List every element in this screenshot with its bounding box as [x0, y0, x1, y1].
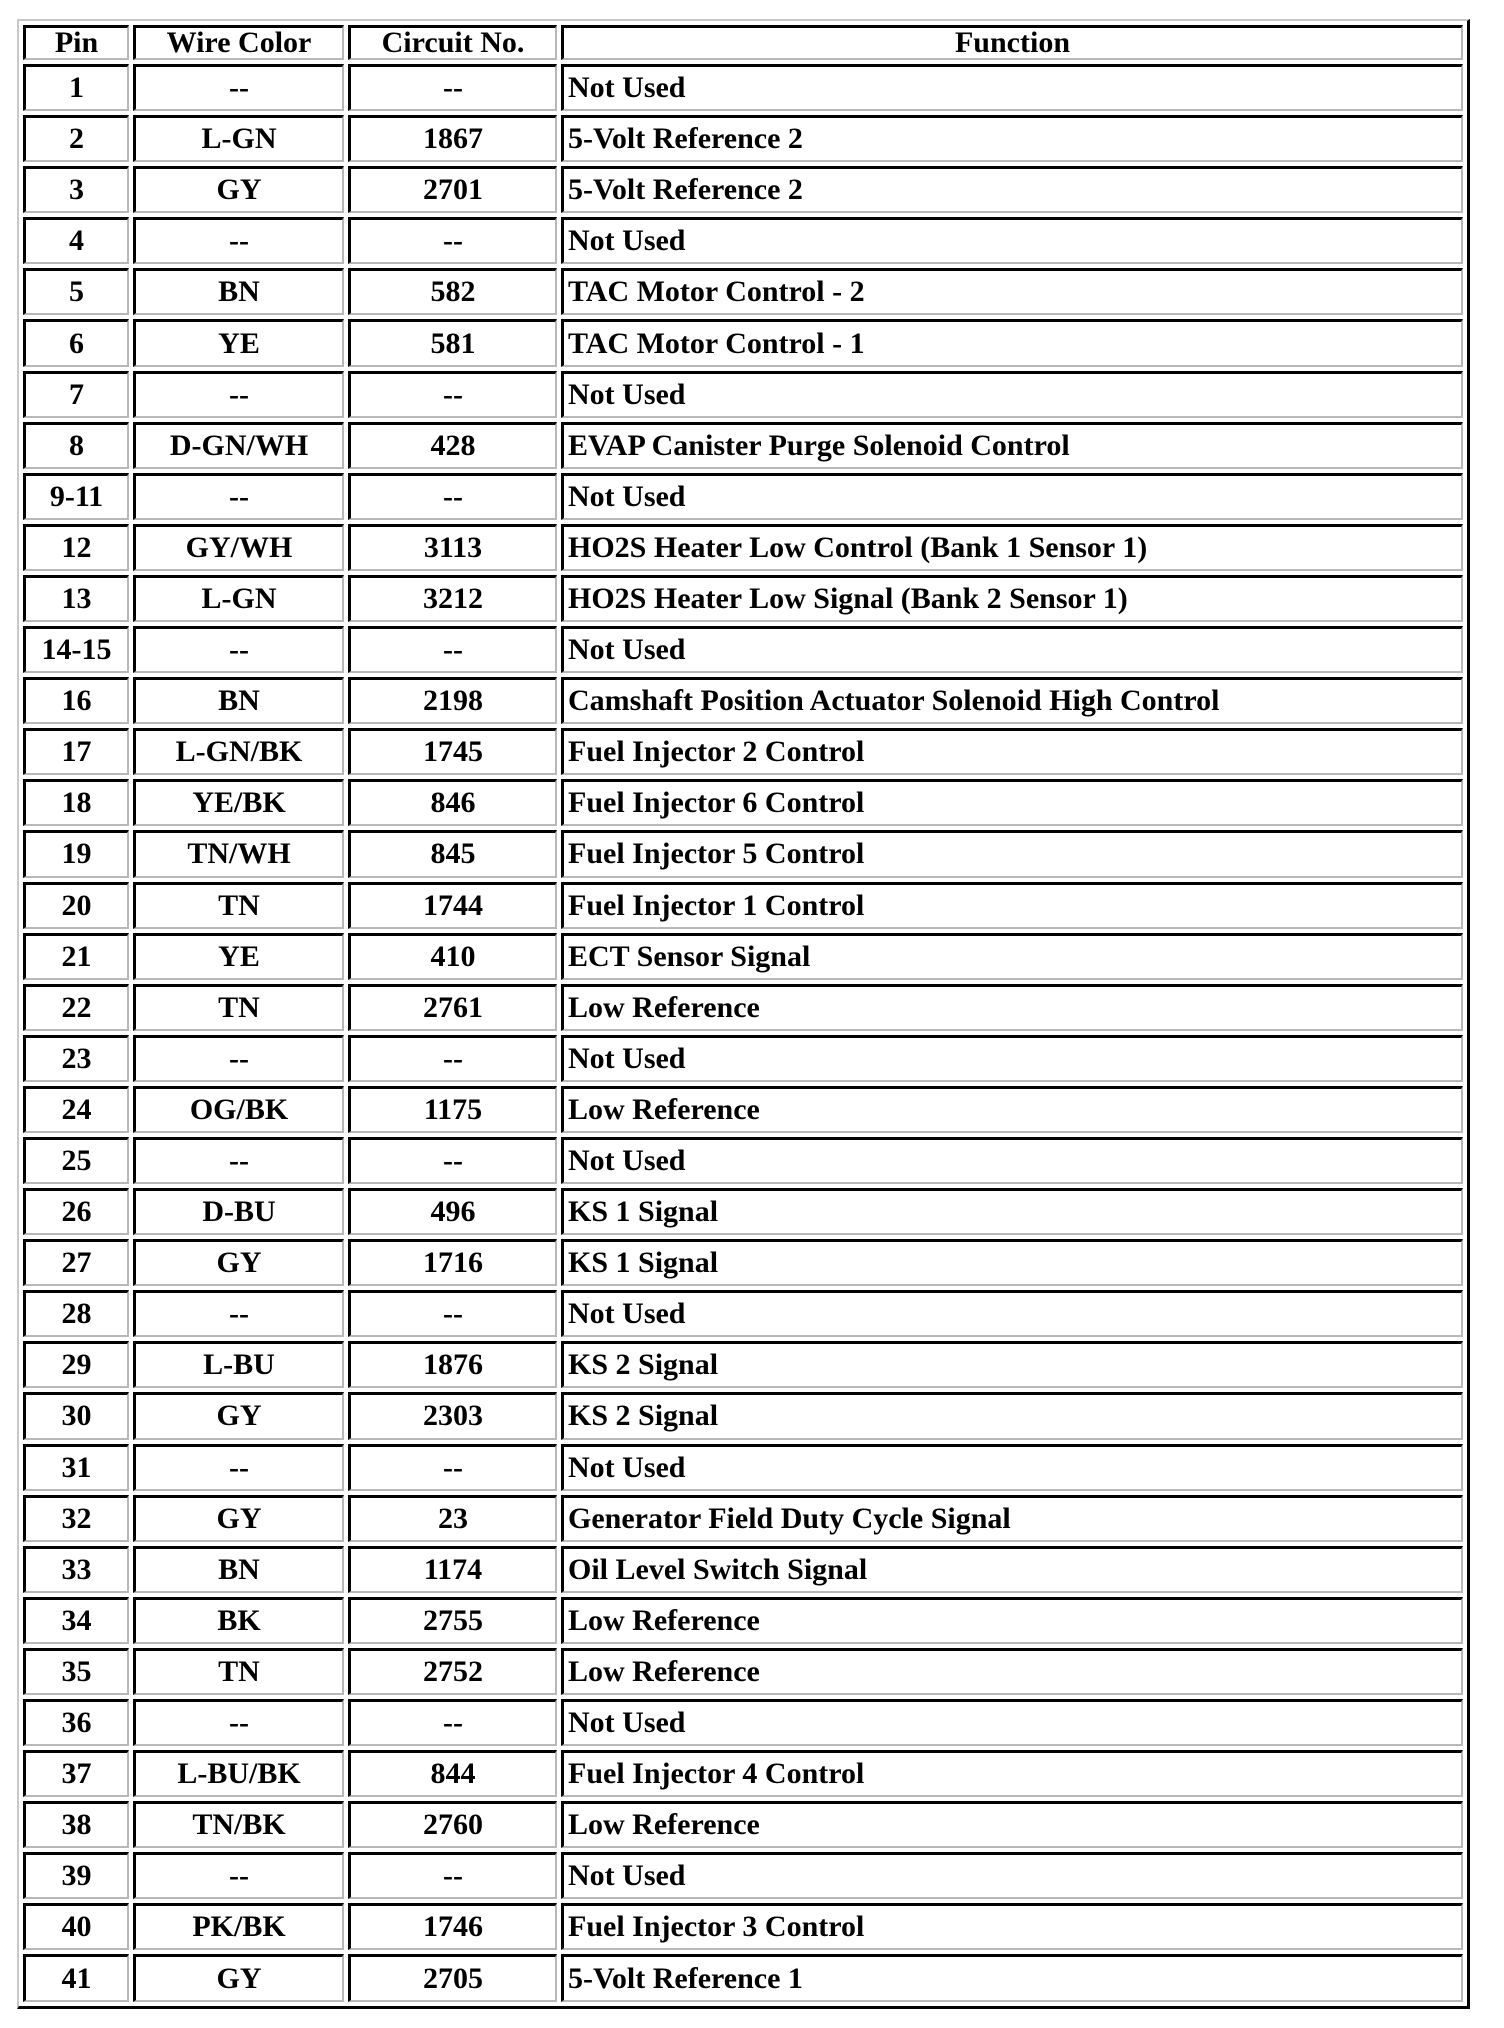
wire-color-cell: GY — [133, 1239, 344, 1286]
table-row — [23, 371, 1463, 418]
table-row — [23, 1290, 1463, 1337]
table-row — [23, 779, 1463, 826]
table-row — [23, 1699, 1463, 1746]
table-row — [23, 728, 1463, 775]
wire-color-cell: L-GN — [133, 115, 344, 162]
function-cell: Fuel Injector 4 Control — [561, 1750, 1463, 1797]
table-row — [23, 524, 1463, 571]
pin-cell: 5 — [23, 268, 129, 315]
pin-cell: 26 — [23, 1188, 129, 1235]
circuit-no-cell: 23 — [348, 1495, 557, 1542]
circuit-no-cell: 844 — [348, 1750, 557, 1797]
wire-color-cell: D-GN/WH — [133, 422, 344, 469]
table-row — [23, 115, 1463, 162]
table-row — [23, 268, 1463, 315]
circuit-no-cell: -- — [348, 1035, 557, 1082]
table-row — [23, 473, 1463, 520]
table-row — [23, 882, 1463, 929]
pin-cell: 19 — [23, 830, 129, 877]
pin-cell: 4 — [23, 217, 129, 264]
circuit-no-cell: -- — [348, 64, 557, 111]
wire-color-cell: D-BU — [133, 1188, 344, 1235]
wire-color-cell: -- — [133, 371, 344, 418]
function-cell: HO2S Heater Low Signal (Bank 2 Sensor 1) — [561, 575, 1463, 622]
wire-color-cell: GY — [133, 1495, 344, 1542]
pin-cell: 2 — [23, 115, 129, 162]
header-pin: Pin — [23, 25, 129, 60]
pin-cell: 31 — [23, 1444, 129, 1491]
function-cell: Fuel Injector 2 Control — [561, 728, 1463, 775]
function-cell: Fuel Injector 6 Control — [561, 779, 1463, 826]
pin-cell: 28 — [23, 1290, 129, 1337]
circuit-no-cell: 2701 — [348, 166, 557, 213]
wire-color-cell: -- — [133, 1444, 344, 1491]
function-cell: Not Used — [561, 1137, 1463, 1184]
wire-color-cell: L-GN/BK — [133, 728, 344, 775]
circuit-no-cell: -- — [348, 1852, 557, 1899]
wire-color-cell: YE/BK — [133, 779, 344, 826]
circuit-no-cell: 1876 — [348, 1341, 557, 1388]
wire-color-cell: BN — [133, 677, 344, 724]
wire-color-cell: -- — [133, 1852, 344, 1899]
table-row — [23, 166, 1463, 213]
circuit-no-cell: 2760 — [348, 1801, 557, 1848]
circuit-no-cell: 428 — [348, 422, 557, 469]
connector-pinout-table — [17, 19, 1470, 2009]
table-row — [23, 1341, 1463, 1388]
wire-color-cell: L-GN — [133, 575, 344, 622]
circuit-no-cell: 1746 — [348, 1903, 557, 1950]
function-cell: 5-Volt Reference 1 — [561, 1954, 1463, 2002]
circuit-no-cell: 1745 — [348, 728, 557, 775]
pin-cell: 6 — [23, 319, 129, 366]
function-cell: KS 2 Signal — [561, 1341, 1463, 1388]
table-row — [23, 64, 1463, 111]
pin-cell: 30 — [23, 1392, 129, 1439]
function-cell: Not Used — [561, 1290, 1463, 1337]
function-cell: Not Used — [561, 473, 1463, 520]
pin-cell: 7 — [23, 371, 129, 418]
wire-color-cell: -- — [133, 626, 344, 673]
pin-cell: 27 — [23, 1239, 129, 1286]
table-row — [23, 933, 1463, 980]
function-cell: Not Used — [561, 626, 1463, 673]
wire-color-cell: -- — [133, 1035, 344, 1082]
pin-cell: 24 — [23, 1086, 129, 1133]
pin-cell: 14-15 — [23, 626, 129, 673]
circuit-no-cell: 3212 — [348, 575, 557, 622]
wire-color-cell: -- — [133, 64, 344, 111]
pin-cell: 40 — [23, 1903, 129, 1950]
wire-color-cell: TN — [133, 1648, 344, 1695]
circuit-no-cell: 845 — [348, 830, 557, 877]
circuit-no-cell: 3113 — [348, 524, 557, 571]
pin-cell: 29 — [23, 1341, 129, 1388]
circuit-no-cell: 2761 — [348, 984, 557, 1031]
table-row — [23, 677, 1463, 724]
table-row — [23, 830, 1463, 877]
function-cell: KS 1 Signal — [561, 1239, 1463, 1286]
circuit-no-cell: -- — [348, 1444, 557, 1491]
function-cell: Not Used — [561, 1035, 1463, 1082]
function-cell: Not Used — [561, 217, 1463, 264]
function-cell: HO2S Heater Low Control (Bank 1 Sensor 1) — [561, 524, 1463, 571]
circuit-no-cell: 1174 — [348, 1546, 557, 1593]
table-row — [23, 1903, 1463, 1950]
pin-cell: 23 — [23, 1035, 129, 1082]
wire-color-cell: PK/BK — [133, 1903, 344, 1950]
header-function: Function — [561, 25, 1463, 60]
table-row — [23, 319, 1463, 366]
function-cell: Low Reference — [561, 984, 1463, 1031]
pin-cell: 32 — [23, 1495, 129, 1542]
wire-color-cell: L-BU/BK — [133, 1750, 344, 1797]
pin-cell: 38 — [23, 1801, 129, 1848]
pin-cell: 36 — [23, 1699, 129, 1746]
table-row — [23, 1648, 1463, 1695]
pin-cell: 25 — [23, 1137, 129, 1184]
table-row — [23, 422, 1463, 469]
circuit-no-cell: 1716 — [348, 1239, 557, 1286]
pin-cell: 18 — [23, 779, 129, 826]
table-row — [23, 1137, 1463, 1184]
circuit-no-cell: -- — [348, 1137, 557, 1184]
circuit-no-cell: 2198 — [348, 677, 557, 724]
pin-cell: 34 — [23, 1597, 129, 1644]
function-cell: KS 1 Signal — [561, 1188, 1463, 1235]
function-cell: Fuel Injector 1 Control — [561, 882, 1463, 929]
function-cell: ECT Sensor Signal — [561, 933, 1463, 980]
wire-color-cell: GY — [133, 166, 344, 213]
table-row — [23, 1495, 1463, 1542]
function-cell: Not Used — [561, 1699, 1463, 1746]
function-cell: Not Used — [561, 64, 1463, 111]
table-row — [23, 1597, 1463, 1644]
circuit-no-cell: 846 — [348, 779, 557, 826]
table-row — [23, 1086, 1463, 1133]
pin-cell: 35 — [23, 1648, 129, 1695]
circuit-no-cell: 1175 — [348, 1086, 557, 1133]
wire-color-cell: L-BU — [133, 1341, 344, 1388]
function-cell: KS 2 Signal — [561, 1392, 1463, 1439]
pin-cell: 17 — [23, 728, 129, 775]
function-cell: Low Reference — [561, 1086, 1463, 1133]
pin-cell: 20 — [23, 882, 129, 929]
pin-cell: 16 — [23, 677, 129, 724]
function-cell: Not Used — [561, 1852, 1463, 1899]
function-cell: Low Reference — [561, 1801, 1463, 1848]
circuit-no-cell: -- — [348, 473, 557, 520]
wire-color-cell: GY — [133, 1954, 344, 2002]
pin-cell: 12 — [23, 524, 129, 571]
wire-color-cell: BK — [133, 1597, 344, 1644]
circuit-no-cell: 582 — [348, 268, 557, 315]
function-cell: Generator Field Duty Cycle Signal — [561, 1495, 1463, 1542]
table-row — [23, 1546, 1463, 1593]
function-cell: Oil Level Switch Signal — [561, 1546, 1463, 1593]
table-row — [23, 1239, 1463, 1286]
circuit-no-cell: 581 — [348, 319, 557, 366]
pin-cell: 13 — [23, 575, 129, 622]
circuit-no-cell: 1744 — [348, 882, 557, 929]
table-row — [23, 1801, 1463, 1848]
wire-color-cell: BN — [133, 1546, 344, 1593]
table-row — [23, 217, 1463, 264]
wire-color-cell: TN — [133, 984, 344, 1031]
circuit-no-cell: 496 — [348, 1188, 557, 1235]
function-cell: Not Used — [561, 1444, 1463, 1491]
wire-color-cell: TN — [133, 882, 344, 929]
circuit-no-cell: 2705 — [348, 1954, 557, 2002]
pin-cell: 41 — [23, 1954, 129, 2002]
table-row — [23, 575, 1463, 622]
function-cell: Camshaft Position Actuator Solenoid High Control — [561, 677, 1463, 724]
wire-color-cell: TN/BK — [133, 1801, 344, 1848]
pin-cell: 3 — [23, 166, 129, 213]
circuit-no-cell: -- — [348, 217, 557, 264]
function-cell: Low Reference — [561, 1597, 1463, 1644]
table-row — [23, 984, 1463, 1031]
wire-color-cell: GY — [133, 1392, 344, 1439]
wire-color-cell: GY/WH — [133, 524, 344, 571]
function-cell: Not Used — [561, 371, 1463, 418]
pin-cell: 21 — [23, 933, 129, 980]
circuit-no-cell: -- — [348, 1699, 557, 1746]
table-row — [23, 1444, 1463, 1491]
circuit-no-cell: 2755 — [348, 1597, 557, 1644]
header-circuit-no: Circuit No. — [348, 25, 557, 60]
pin-cell: 22 — [23, 984, 129, 1031]
wire-color-cell: YE — [133, 319, 344, 366]
function-cell: TAC Motor Control - 1 — [561, 319, 1463, 366]
wire-color-cell: -- — [133, 1699, 344, 1746]
function-cell: Fuel Injector 5 Control — [561, 830, 1463, 877]
wire-color-cell: -- — [133, 1137, 344, 1184]
pin-cell: 33 — [23, 1546, 129, 1593]
wire-color-cell: BN — [133, 268, 344, 315]
pin-cell: 9-11 — [23, 473, 129, 520]
wire-color-cell: -- — [133, 473, 344, 520]
function-cell: Fuel Injector 3 Control — [561, 1903, 1463, 1950]
circuit-no-cell: 2303 — [348, 1392, 557, 1439]
circuit-no-cell: -- — [348, 1290, 557, 1337]
circuit-no-cell: -- — [348, 626, 557, 673]
wire-color-cell: YE — [133, 933, 344, 980]
table-row — [23, 1392, 1463, 1439]
table-row — [23, 1035, 1463, 1082]
wire-color-cell: TN/WH — [133, 830, 344, 877]
pin-cell: 37 — [23, 1750, 129, 1797]
function-cell: 5-Volt Reference 2 — [561, 115, 1463, 162]
pin-cell: 39 — [23, 1852, 129, 1899]
circuit-no-cell: 2752 — [348, 1648, 557, 1695]
table-row — [23, 1852, 1463, 1899]
header-wire-color: Wire Color — [133, 25, 344, 60]
header-row — [23, 25, 1463, 60]
circuit-no-cell: 410 — [348, 933, 557, 980]
circuit-no-cell: -- — [348, 371, 557, 418]
function-cell: TAC Motor Control - 2 — [561, 268, 1463, 315]
table-row — [23, 1188, 1463, 1235]
wire-color-cell: -- — [133, 1290, 344, 1337]
wire-color-cell: -- — [133, 217, 344, 264]
wire-color-cell: OG/BK — [133, 1086, 344, 1133]
table-row — [23, 1750, 1463, 1797]
function-cell: Low Reference — [561, 1648, 1463, 1695]
table-row — [23, 1954, 1463, 2002]
pin-rows — [23, 64, 1463, 2002]
pin-cell: 1 — [23, 64, 129, 111]
circuit-no-cell: 1867 — [348, 115, 557, 162]
function-cell: EVAP Canister Purge Solenoid Control — [561, 422, 1463, 469]
table-row — [23, 626, 1463, 673]
function-cell: 5-Volt Reference 2 — [561, 166, 1463, 213]
pin-cell: 8 — [23, 422, 129, 469]
